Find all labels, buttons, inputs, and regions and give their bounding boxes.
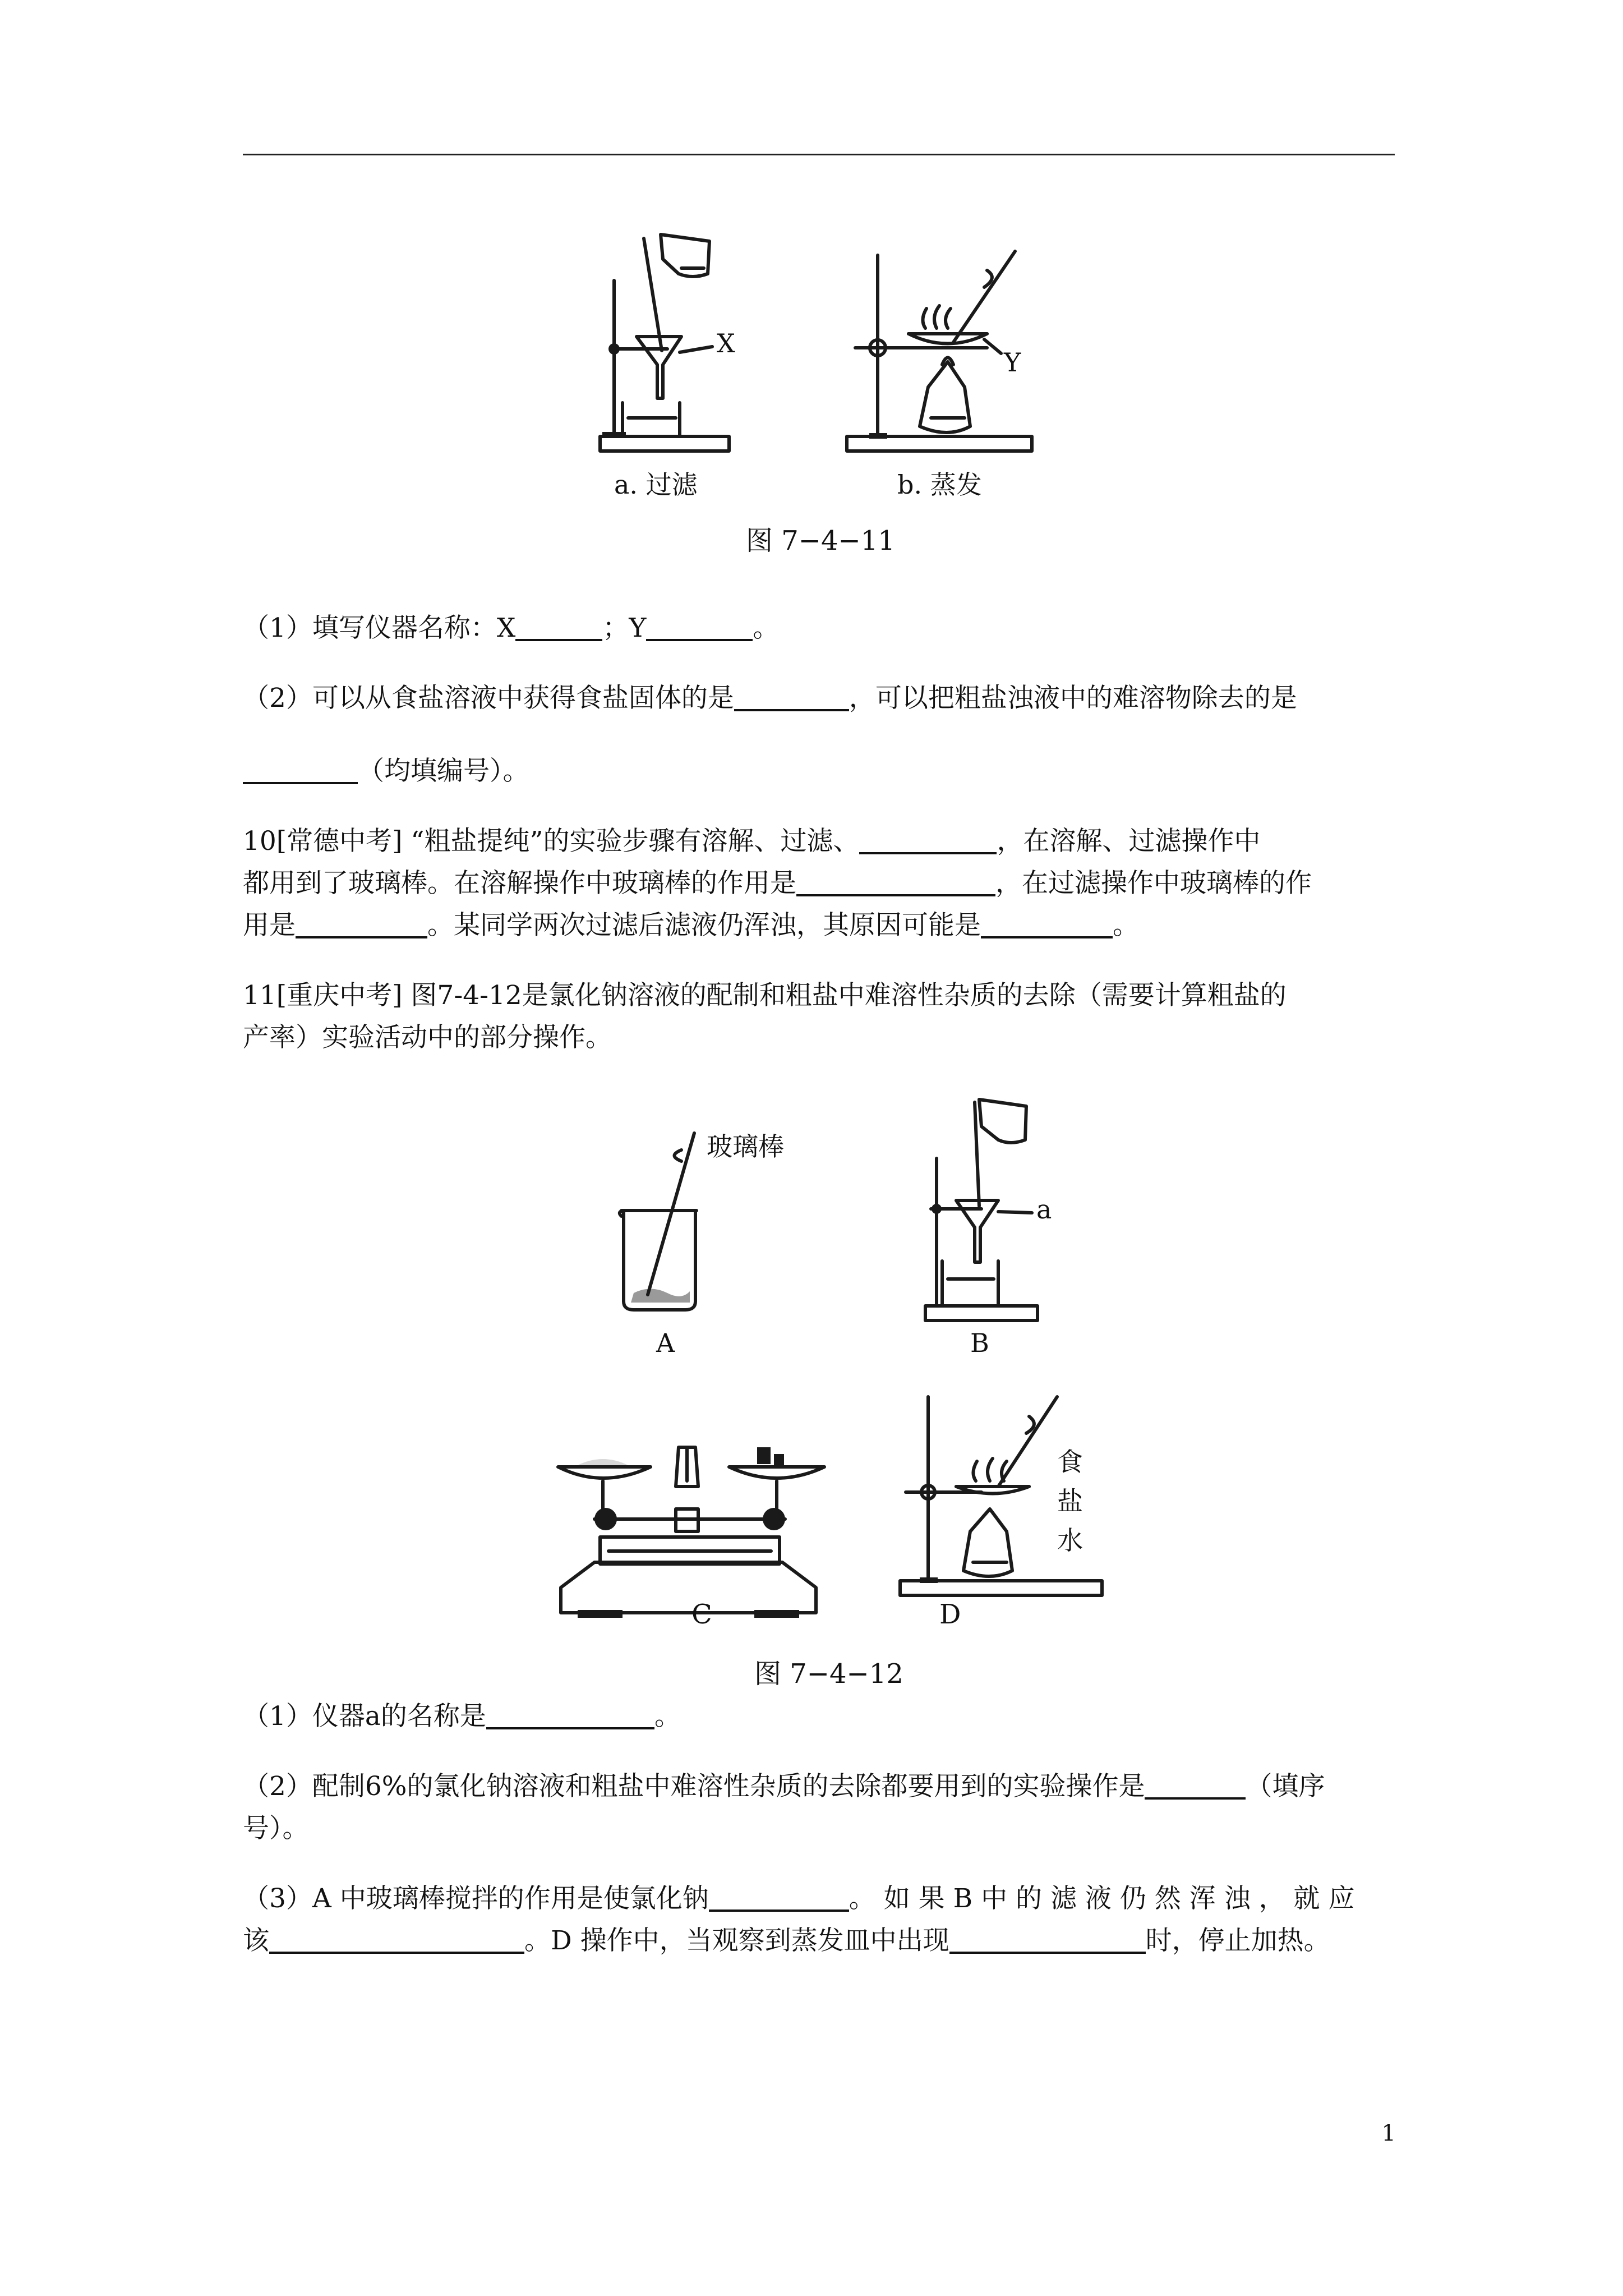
answer-blank-evaporate[interactable] (734, 680, 849, 711)
label-C-pos: C (691, 1599, 712, 1630)
q9-part2-cont: （均填编号）。 (243, 749, 1398, 794)
label-glass-rod: 玻璃棒 (707, 1131, 784, 1162)
figure-7-4-12 (555, 1094, 1122, 1627)
label-a: a (1036, 1194, 1052, 1225)
label-D: D (939, 1599, 961, 1630)
answer-blank-turbid-action[interactable] (269, 1922, 524, 1954)
header-rule (243, 154, 1395, 155)
label-evaporation: b. 蒸发 (897, 470, 982, 500)
answer-blank-stop-heating[interactable] (949, 1922, 1146, 1954)
label-B: B (970, 1328, 989, 1358)
answer-blank-y[interactable] (646, 610, 753, 641)
page-number: 1 (1381, 2120, 1396, 2146)
answer-blank-common-operation[interactable] (1145, 1768, 1246, 1800)
q11-part1: （1）仪器a的名称是 。 (243, 1694, 1398, 1739)
q9-part2: （2）可以从食盐溶液中获得食盐固体的是 ，可以把粗盐浊液中的难溶物除去的是 (243, 676, 1398, 721)
label-y: Y (1004, 347, 1021, 378)
q11-part2-cont: 号）。 (243, 1813, 309, 1844)
q11-part3: （3）A 中玻璃棒搅拌的作用是使氯化钠 。 如 果 B 中 的 滤 液 仍 然 浑 浊 ， 就 应 (243, 1876, 1398, 1921)
q9-part1: （1）填写仪器名称：X ；Y 。 (243, 606, 1398, 651)
label-x: X (717, 328, 735, 358)
balance-scale-icon (558, 1447, 824, 1618)
label-salt-water-1: 食 (1057, 1447, 1083, 1477)
label-A: A (656, 1328, 675, 1358)
label-salt-water-3: 水 (1057, 1525, 1083, 1556)
filtration-apparatus-icon (600, 234, 729, 451)
label-filtration: a. 过滤 (614, 470, 698, 500)
label-salt-water-2: 盐 (1057, 1486, 1083, 1516)
figure-caption-7-4-12: 图 7−4−12 (754, 1658, 903, 1690)
answer-blank-instrument-a[interactable] (486, 1698, 654, 1729)
figure-7-4-11 (583, 224, 1088, 539)
filtration-funnel-icon (925, 1099, 1038, 1320)
answer-blank-step[interactable] (859, 823, 997, 854)
q11-part3-cont: 该 。D 操作中，当观察到蒸发皿中出现 时，停止加热。 (243, 1918, 1398, 1963)
q10-line2: 都用到了玻璃棒。在溶解操作中玻璃棒的作用是 ，在过滤操作中玻璃棒的作 (243, 861, 1398, 906)
q11-line1: 11[重庆中考] 图7-4-12是氯化钠溶液的配制和粗盐中难溶性杂质的去除（需要计算粗盐的 (243, 980, 1287, 1011)
q10-line3: 用是 。某同学两次过滤后滤液仍浑浊，其原因可能是 。 (243, 903, 1398, 948)
figure-caption-7-4-11: 图 7−4−11 (746, 525, 895, 556)
answer-blank-stir-purpose[interactable] (709, 1880, 849, 1912)
answer-blank-turbid-reason[interactable] (981, 907, 1113, 938)
answer-blank-dissolve-rod[interactable] (796, 865, 995, 896)
q11-part2: （2）配制6%的氯化钠溶液和粗盐中难溶性杂质的去除都要用到的实验操作是 （填序 (243, 1764, 1398, 1809)
answer-blank-x[interactable] (515, 610, 602, 641)
answer-blank-filter[interactable] (243, 753, 358, 784)
q11-line2: 产率）实验活动中的部分操作。 (243, 1022, 612, 1053)
answer-blank-filter-rod[interactable] (296, 907, 427, 938)
q10-line1: 10[常德中考] “粗盐提纯”的实验步骤有溶解、过滤、 ，在溶解、过滤操作中 (243, 819, 1398, 864)
beaker-stirring-icon (620, 1133, 697, 1310)
